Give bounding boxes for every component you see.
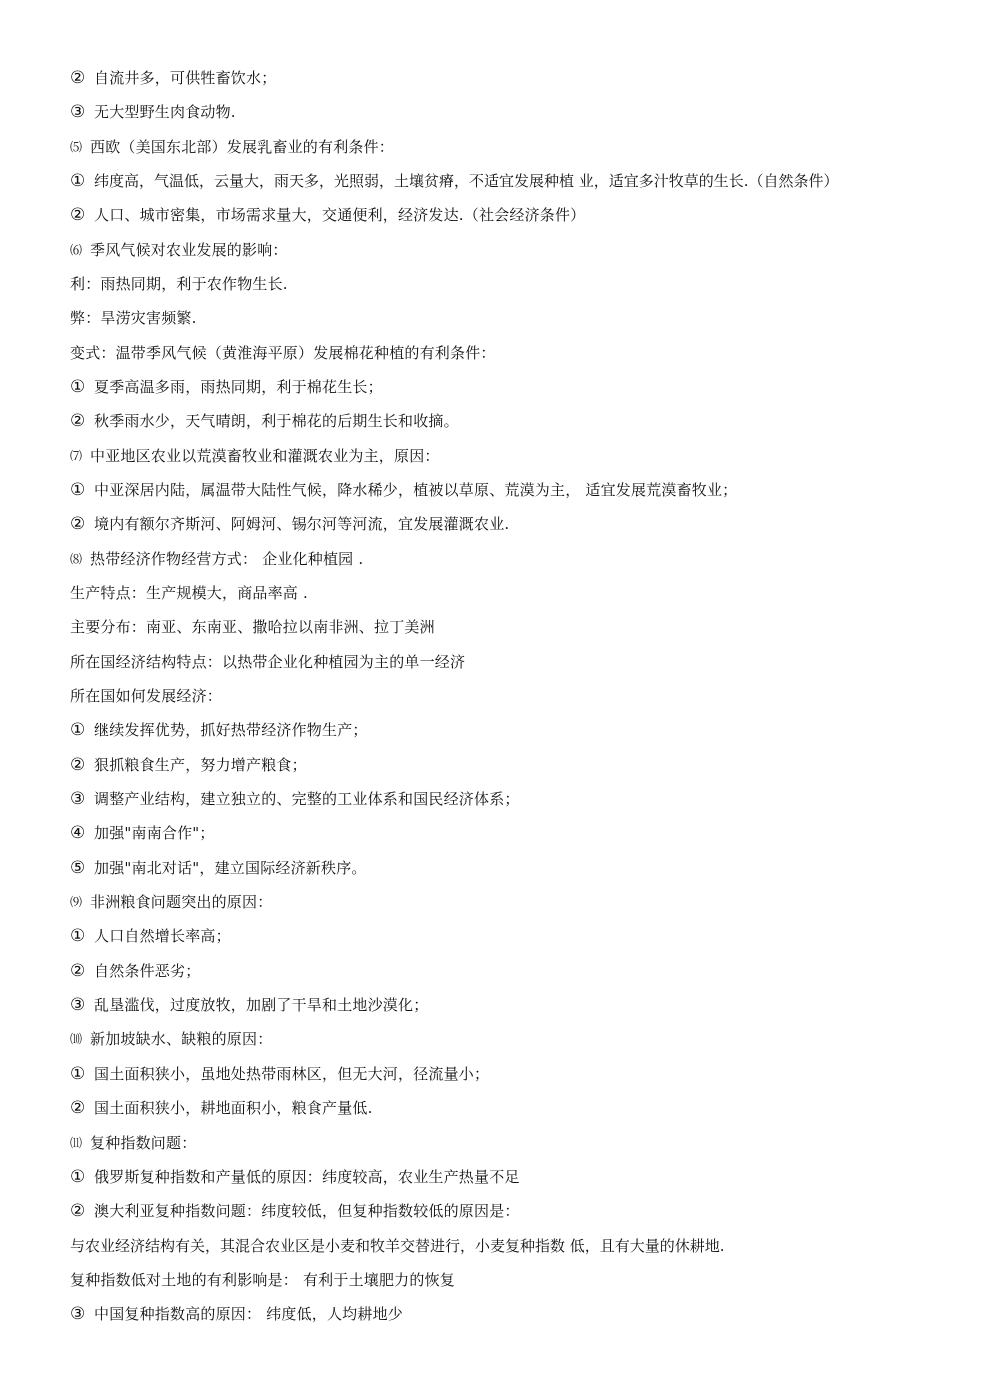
item-text: 秋季雨水少，天气晴朗，利于棉花的后期生长和收摘。 [94, 412, 459, 430]
section-heading [70, 1133, 196, 1153]
list-item [70, 377, 383, 397]
item-marker: ① [70, 480, 86, 500]
list-item [70, 1201, 520, 1221]
item-text: 国土面积狭小，耕地面积小，粮食产量低. [94, 1099, 373, 1117]
item-text: 自然条件恶劣； [94, 962, 201, 980]
item-text: 调整产业结构，建立独立的、完整的工业体系和国民经济体系； [94, 790, 520, 808]
list-item [70, 755, 307, 775]
section-marker: ⑸ [70, 140, 83, 154]
section-title: 热带经济作物经营方式： 企业化种植园 . [90, 550, 364, 568]
item-text: 中亚深居内陆，属温带大陆性气候，降水稀少，植被以草原、荒漠为主， 适宜发展荒漠畜牧业； [94, 481, 738, 499]
line-text: 所在国如何发展经济： [70, 687, 223, 705]
line-text: 复种指数低对土地的有利影响是： 有利于土壤肥力的恢复 [70, 1271, 455, 1289]
list-item [70, 411, 459, 431]
item-text: 国土面积狭小，虽地处热带雨林区，但无大河，径流量小； [94, 1065, 490, 1083]
item-marker: ③ [70, 789, 86, 809]
section-heading [70, 549, 363, 569]
item-marker: ② [70, 1201, 86, 1221]
line-text: 所在国经济结构特点：以热带企业化种植园为主的单一经济 [70, 653, 466, 671]
item-marker: ⑤ [70, 858, 86, 878]
item-marker: ② [70, 514, 86, 534]
line-text: 生产特点：生产规模大，商品率高 . [70, 584, 308, 602]
text-line [70, 343, 496, 363]
item-text: 中国复种指数高的原因： 纬度低，人均耕地少 [94, 1305, 403, 1323]
section-heading [70, 1029, 272, 1049]
item-text: 人口、城市密集，市场需求量大，交通便利，经济发达.（社会经济条件） [94, 206, 586, 224]
section-marker: ⑼ [70, 895, 83, 909]
text-line [70, 1236, 725, 1256]
section-title: 中亚地区农业以荒漠畜牧业和灌溉农业为主，原因： [90, 447, 440, 465]
item-marker: ② [70, 961, 86, 981]
section-heading [70, 240, 288, 260]
item-text: 加强"南南合作"； [94, 824, 215, 842]
item-marker: ④ [70, 823, 86, 843]
section-marker: ⑽ [70, 1032, 83, 1046]
text-line [70, 686, 222, 706]
list-item [70, 68, 276, 88]
line-text: 弊：旱涝灾害频繁. [70, 309, 197, 327]
list-item [70, 1304, 403, 1324]
text-line [70, 274, 288, 294]
item-marker: ② [70, 755, 86, 775]
text-line [70, 617, 435, 637]
item-text: 狠抓粮食生产，努力增产粮食； [94, 756, 307, 774]
section-title: 西欧（美国东北部）发展乳畜业的有利条件： [90, 138, 395, 156]
list-item [70, 823, 215, 843]
item-marker: ① [70, 1064, 86, 1084]
item-text: 澳大利亚复种指数问题：纬度较低，但复种指数较低的原因是： [94, 1202, 520, 1220]
text-line [70, 583, 308, 603]
text-line [70, 308, 197, 328]
item-marker: ② [70, 68, 86, 88]
line-text: 变式：温带季风气候（黄淮海平原）发展棉花种植的有利条件： [70, 344, 496, 362]
item-text: 加强"南北对话"，建立国际经济新秩序。 [94, 859, 367, 877]
item-text: 夏季高温多雨，雨热同期，利于棉花生长； [94, 378, 383, 396]
section-title: 季风气候对农业发展的影响： [90, 241, 288, 259]
section-title: 新加坡缺水、缺粮的原因： [90, 1030, 273, 1048]
item-marker: ① [70, 720, 86, 740]
list-item [70, 1064, 489, 1084]
item-marker: ② [70, 205, 86, 225]
text-line [70, 652, 465, 672]
list-item [70, 102, 236, 122]
item-text: 自流井多，可供牲畜饮水； [94, 69, 277, 87]
item-marker: ③ [70, 102, 86, 122]
section-title: 复种指数问题： [90, 1134, 197, 1152]
item-marker: ① [70, 1167, 86, 1187]
section-marker: ⑾ [70, 1136, 83, 1150]
item-marker: ② [70, 1098, 86, 1118]
section-heading [70, 892, 272, 912]
text-line [70, 1270, 455, 1290]
list-item [70, 995, 428, 1015]
list-item [70, 1098, 373, 1118]
list-item [70, 789, 520, 809]
list-item [70, 205, 585, 225]
section-marker: ⑺ [70, 449, 83, 463]
item-text: 人口自然增长率高； [94, 927, 231, 945]
item-text: 俄罗斯复种指数和产量低的原因：纬度较高，农业生产热量不足 [94, 1168, 520, 1186]
item-text: 无大型野生肉食动物. [94, 103, 236, 121]
item-marker: ① [70, 171, 86, 191]
section-marker: ⑻ [70, 552, 83, 566]
list-item [70, 858, 367, 878]
list-item [70, 1167, 520, 1187]
item-text: 境内有额尔齐斯河、阿姆河、锡尔河等河流，宜发展灌溉农业. [94, 515, 510, 533]
line-text: 主要分布：南亚、东南亚、撒哈拉以南非洲、拉丁美洲 [70, 618, 435, 636]
item-marker: ① [70, 377, 86, 397]
list-item [70, 961, 200, 981]
item-text: 乱垦滥伐，过度放牧，加剧了干旱和土地沙漠化； [94, 996, 429, 1014]
item-text: 纬度高，气温低，云量大，雨天多，光照弱，土壤贫瘠，不适宜发展种植 业，适宜多汁牧草的生长.（自然条件） [94, 172, 839, 190]
list-item [70, 926, 231, 946]
item-text: 继续发挥优势，抓好热带经济作物生产； [94, 721, 368, 739]
list-item [70, 171, 839, 191]
section-heading [70, 446, 440, 466]
section-marker: ⑹ [70, 243, 83, 257]
line-text: 利：雨热同期，利于农作物生长. [70, 275, 288, 293]
item-marker: ③ [70, 995, 86, 1015]
section-heading [70, 137, 394, 157]
item-marker: ② [70, 411, 86, 431]
list-item [70, 480, 737, 500]
line-text: 与农业经济结构有关，其混合农业区是小麦和牧羊交替进行，小麦复种指数 低，且有大量的休耕地. [70, 1237, 725, 1255]
item-marker: ① [70, 926, 86, 946]
section-title: 非洲粮食问题突出的原因： [90, 893, 273, 911]
item-marker: ③ [70, 1304, 86, 1324]
list-item [70, 514, 509, 534]
list-item [70, 720, 368, 740]
